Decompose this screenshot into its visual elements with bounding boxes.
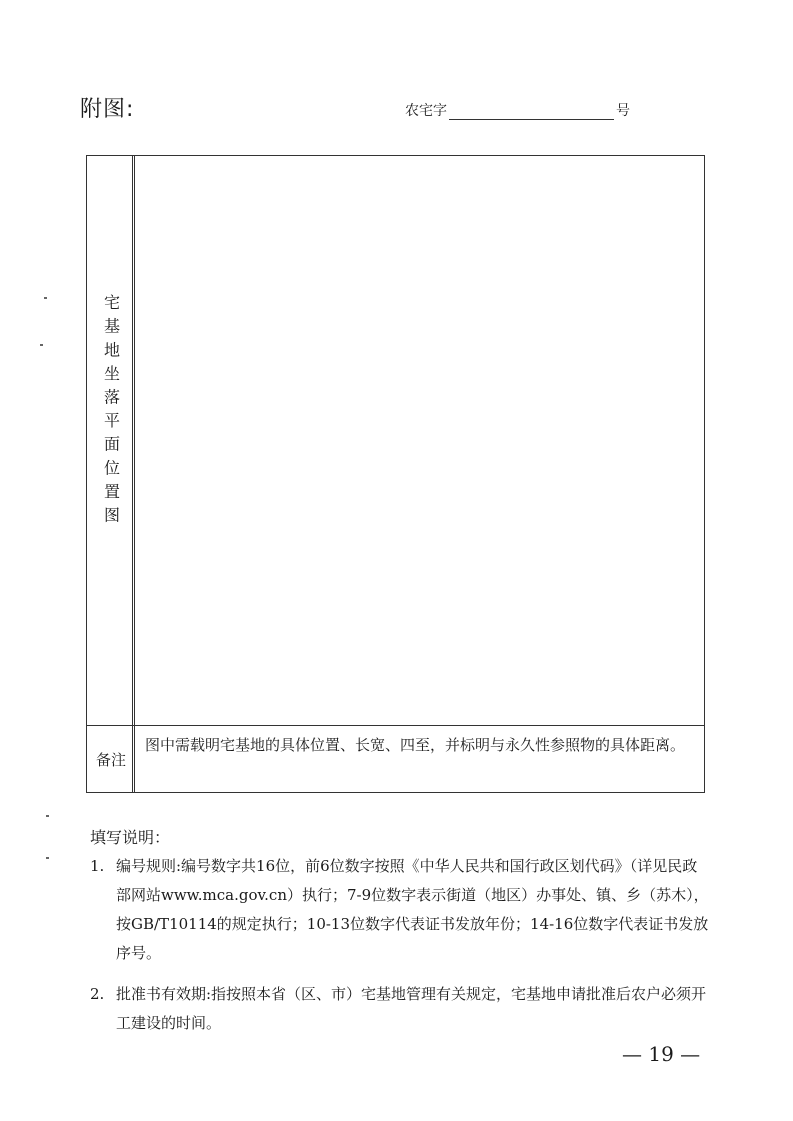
site-plan-label: 宅基地坐落平面位置图 bbox=[101, 294, 121, 530]
scan-speck bbox=[46, 815, 49, 817]
page-heading: 附图: bbox=[80, 97, 135, 122]
doc-number-suffix: 号 bbox=[616, 103, 630, 119]
instructions-title: 填写说明： bbox=[90, 828, 171, 847]
note-label: 备注 bbox=[95, 750, 126, 769]
instruction-number: 2. bbox=[90, 985, 105, 1003]
note-row bbox=[87, 726, 704, 792]
note-label-cell bbox=[87, 726, 135, 792]
site-plan-row bbox=[87, 156, 704, 726]
instruction-item bbox=[90, 980, 710, 1038]
instruction-text: 批准书有效期:指按照本省（区、市）宅基地管理有关规定，宅基地申请批准后农户必须开工建设的时间。 bbox=[116, 985, 707, 1032]
instructions bbox=[90, 825, 710, 1038]
note-text: 图中需载明宅基地的具体位置、长宽、四至，并标明与永久性参照物的具体距离。 bbox=[145, 736, 686, 754]
instruction-number: 1. bbox=[90, 857, 105, 875]
instruction-text: 编号规则:编号数字共16位，前6位数字按照《中华人民共和国行政区划代码》（详见民政部网站www.mca.gov.cn）执行；7-9位数字表示街道（地区）办事处、镇、乡（苏木），按GB/T10114的规定执行；10-13位数字代表证书发放年份；14-16位数字代表证书发放序号。 bbox=[116, 857, 709, 962]
site-plan-drawing-area bbox=[135, 156, 704, 725]
form-table bbox=[86, 155, 705, 793]
page-number: — 19 — bbox=[622, 1042, 701, 1066]
scan-speck bbox=[46, 857, 49, 859]
scan-speck bbox=[44, 297, 47, 299]
scan-speck bbox=[40, 344, 43, 346]
document-number bbox=[405, 100, 630, 120]
site-plan-label-cell bbox=[87, 156, 135, 725]
instruction-item bbox=[90, 852, 710, 968]
doc-number-blank bbox=[449, 103, 614, 120]
doc-number-prefix: 农宅字 bbox=[405, 103, 447, 119]
